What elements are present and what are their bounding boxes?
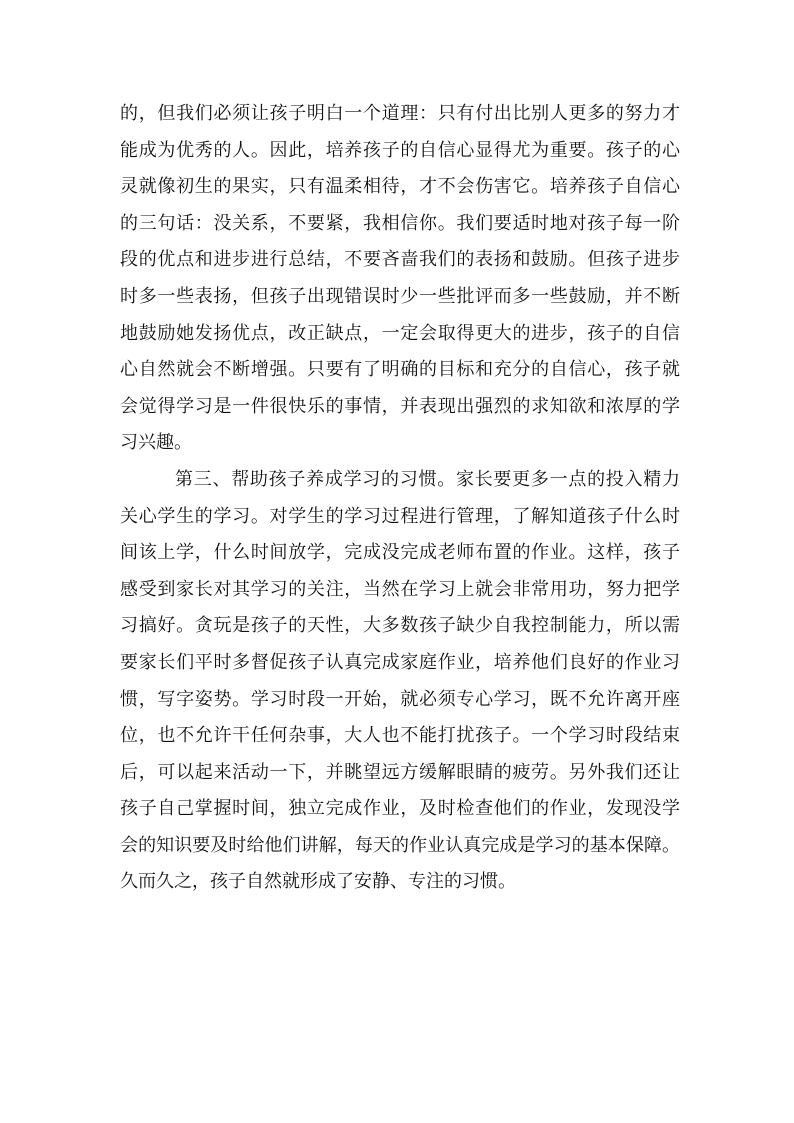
- text-line: 段的优点和进步进行总结，不要吝啬我们的表扬和鼓励。但孩子进步: [120, 249, 680, 271]
- document-body: [120, 96, 680, 901]
- text-line: 会觉得学习是一件很快乐的事情，并表现出强烈的求知欲和浓厚的学: [120, 395, 680, 417]
- text-line: 能成为优秀的人。因此，培养孩子的自信心显得尤为重要。孩子的心: [120, 139, 680, 161]
- text-line: 孩子自己掌握时间，独立完成作业，及时检查他们的作业，发现没学: [120, 798, 680, 820]
- paragraph-1: [120, 96, 680, 462]
- text-line: 心自然就会不断增强。只要有了明确的目标和充分的自信心，孩子就: [120, 359, 680, 381]
- text-line: 第三、帮助孩子养成学习的习惯。家长要更多一点的投入精力: [175, 468, 680, 490]
- text-line: 关心学生的学习。对学生的学习过程进行管理，了解知道孩子什么时: [120, 505, 680, 527]
- text-line: 习兴趣。: [120, 432, 192, 454]
- text-line: 时多一些表扬，但孩子出现错误时少一些批评而多一些鼓励，并不断: [120, 285, 680, 307]
- text-line: 的，但我们必须让孩子明白一个道理：只有付出比别人更多的努力才: [120, 103, 680, 124]
- text-line: 位，也不允许干任何杂事，大人也不能打扰孩子。一个学习时段结束: [120, 725, 680, 747]
- text-line: 惯，写字姿势。学习时段一开始，就必须专心学习，既不允许离开座: [120, 688, 680, 710]
- paragraph-2: [120, 462, 680, 901]
- text-line: 习搞好。贪玩是孩子的天性，大多数孩子缺少自我控制能力，所以需: [120, 615, 680, 637]
- text-line: 要家长们平时多督促孩子认真完成家庭作业，培养他们良好的作业习: [120, 651, 680, 673]
- text-line: 感受到家长对其学习的关注，当然在学习上就会非常用功，努力把学: [120, 578, 680, 600]
- text-line: 的三句话：没关系，不要紧，我相信你。我们要适时地对孩子每一阶: [120, 212, 680, 234]
- text-line: 间该上学，什么时间放学，完成没完成老师布置的作业。这样，孩子: [120, 542, 680, 564]
- text-line: 灵就像初生的果实，只有温柔相待，才不会伤害它。培养孩子自信心: [120, 176, 680, 198]
- text-line: 会的知识要及时给他们讲解，每天的作业认真完成是学习的基本保障。: [120, 834, 680, 856]
- text-line: 地鼓励她发扬优点，改正缺点，一定会取得更大的进步，孩子的自信: [120, 322, 680, 344]
- text-line: 久而久之，孩子自然就形成了安静、专注的习惯。: [120, 871, 516, 893]
- text-line: 后，可以起来活动一下，并眺望远方缓解眼睛的疲劳。另外我们还让: [120, 761, 680, 783]
